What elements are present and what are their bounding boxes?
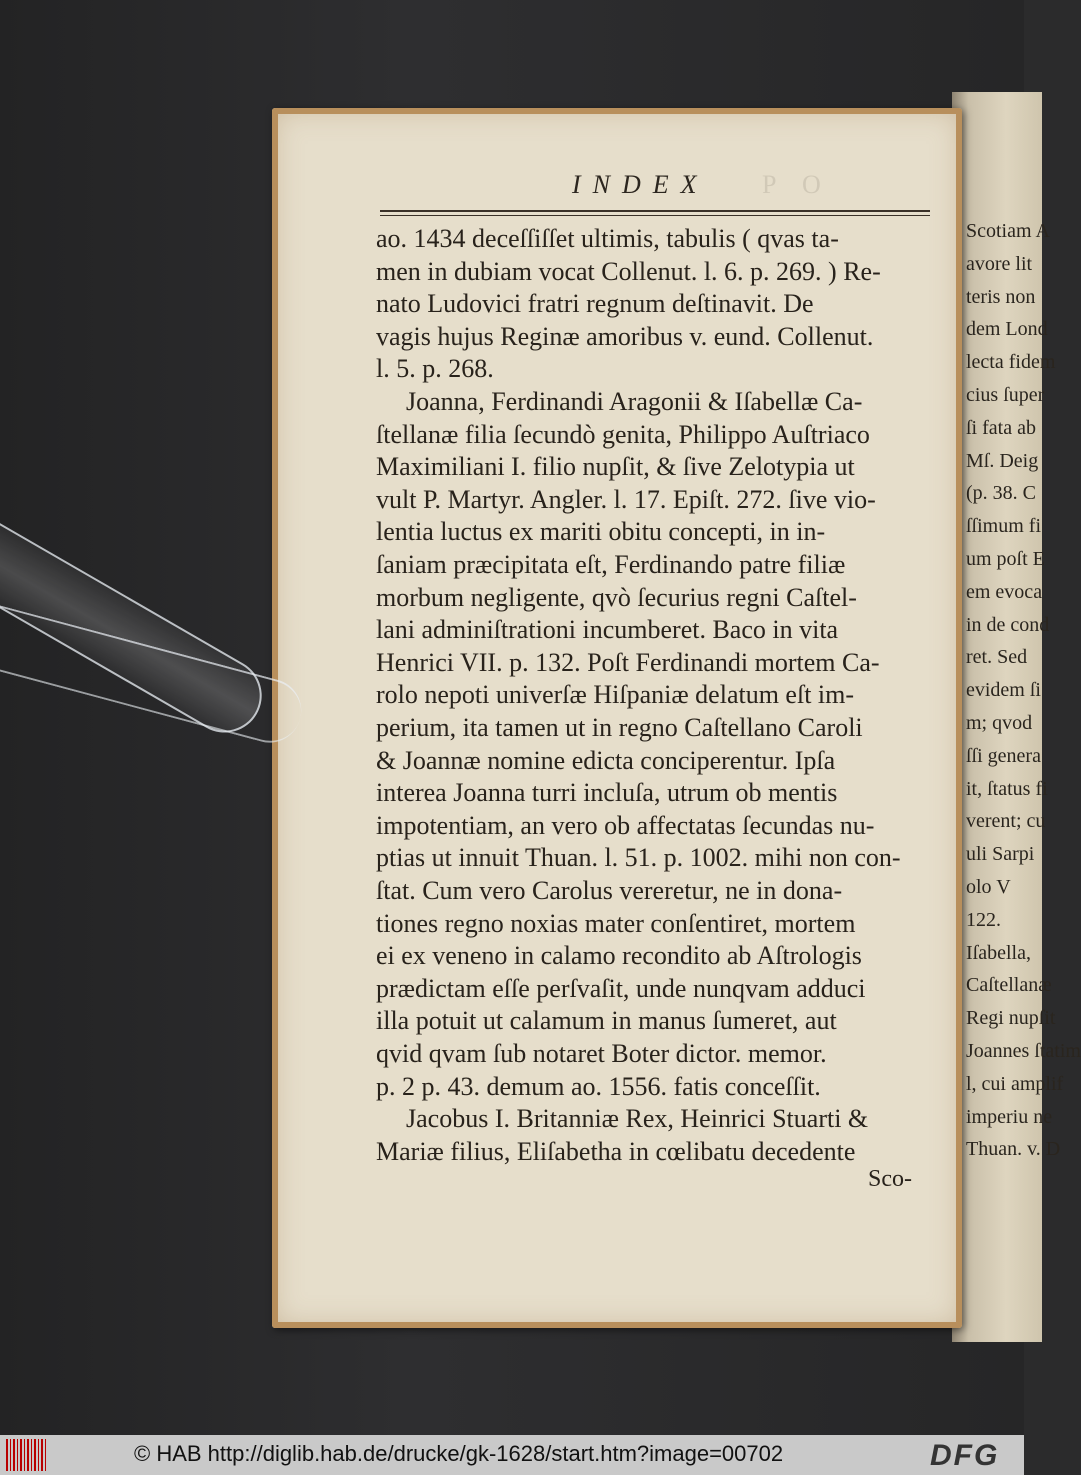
text-line: Mariæ filius, Eliſabetha in cœlibatu decedente bbox=[376, 1136, 856, 1166]
facing-page-fragment: em evoca bbox=[966, 580, 1043, 603]
facing-page-fragment: 122. bbox=[966, 908, 1001, 931]
facing-page-fragment: Caſtellanæ bbox=[966, 974, 1052, 997]
header-rule bbox=[380, 210, 930, 212]
facing-page-fragment: ſſimum fi bbox=[966, 515, 1041, 538]
text-line: ptias ut innuit Thuan. l. 51. p. 1002. mihi non con- bbox=[376, 843, 901, 873]
facing-page-fragment: evidem ſi bbox=[966, 679, 1041, 702]
text-line: Joanna, Ferdinandi Aragonii & Iſabellæ Ca- bbox=[406, 387, 863, 416]
text-line: rolo nepoti univerſæ Hiſpaniæ delatum eſt im- bbox=[376, 680, 855, 710]
text-line: tiones regno noxias mater conſentiret, mortem bbox=[376, 908, 856, 938]
text-line: p. 2 p. 43. demum ao. 1556. fatis conceſſit. bbox=[376, 1071, 821, 1101]
dfg-logo: DFG bbox=[930, 1439, 1000, 1472]
facing-page-fragment: Scotiam A bbox=[966, 220, 1050, 242]
text-line: ſaniam præcipitata eſt, Ferdinando patre filiæ bbox=[376, 550, 846, 579]
facing-page-fragment: Joannes ſtatim bbox=[966, 1040, 1081, 1062]
text-line: impotentiam, an vero ob affectatas ſecundas nu- bbox=[376, 810, 875, 840]
text-line: vult P. Martyr. Angler. l. 17. Epiſt. 272. ſive vio- bbox=[376, 484, 876, 514]
facing-page-fragment: lecta fidem bbox=[966, 351, 1056, 374]
text-line: interea Joanna turri incluſa, utrum ob mentis bbox=[376, 778, 838, 808]
text-line: lentia luctus ex mariti obitu concepti, in in- bbox=[376, 517, 826, 547]
text-line: nato Ludovici fratri regnum deſtinavit. De bbox=[376, 289, 814, 319]
facing-page-fragment: it, ſtatus fi bbox=[966, 777, 1048, 800]
text-line: ei ex veneno in calamo recondito ab Aſtrologis bbox=[376, 941, 862, 971]
text-line: Henrici VII. p. 132. Poſt Ferdinandi mortem Ca- bbox=[376, 647, 880, 677]
facing-page-fragment: dem Lond bbox=[966, 318, 1048, 341]
facing-page-fragment: imperiu ne bbox=[966, 1105, 1053, 1128]
facing-page-fragment: olo V bbox=[966, 876, 1011, 898]
text-line: lani adminiſtrationi incumberet. Baco in vita bbox=[376, 615, 839, 645]
text-line: ſtellanæ filia ſecundò genita, Philippo Auſtriaco bbox=[376, 419, 870, 449]
book-page bbox=[272, 108, 962, 1328]
text-line: vagis hujus Reginæ amoribus v. eund. Collenut. bbox=[376, 321, 874, 351]
text-line: illa potuit ut calamum in manus ſumeret, aut bbox=[376, 1006, 837, 1036]
barcode-icon bbox=[6, 1439, 46, 1471]
facing-page-fragment: teris non bbox=[966, 285, 1036, 308]
facing-page-fragment: ret. Sed bbox=[966, 646, 1028, 669]
source-credit-link[interactable]: © HAB http://diglib.hab.de/drucke/gk-1628/start.htm?image=00702 bbox=[134, 1441, 784, 1466]
facing-page-fragment: Mſ. Deig bbox=[966, 449, 1039, 472]
facing-page-fragment: l, cui amplif bbox=[966, 1072, 1064, 1095]
facing-page-fragment: verent; cu bbox=[966, 810, 1046, 833]
text-line: morbum negligente, qvò ſecurius regni Caſtel- bbox=[376, 582, 857, 612]
text-line: qvid qvam ſub notaret Boter dictor. memor. bbox=[376, 1039, 827, 1068]
catchword: Sco- bbox=[868, 1166, 912, 1192]
facing-page-fragment: Thuan. v. D bbox=[966, 1138, 1061, 1161]
running-head: INDEX bbox=[572, 170, 709, 199]
facing-page-fragment: uli Sarpi bbox=[966, 843, 1035, 866]
text-line: Maximiliani I. filio nupſit, & ſive Zelotypia ut bbox=[376, 452, 855, 482]
text-line: Jacobus I. Britanniæ Rex, Heinrici Stuarti & bbox=[406, 1104, 869, 1134]
facing-page bbox=[952, 92, 1081, 1342]
facing-page-fragment: m; qvod bbox=[966, 712, 1033, 734]
facing-page-fragment: avore lit bbox=[966, 252, 1033, 275]
footer-bar bbox=[0, 1435, 1024, 1475]
facing-page-fragment: ſſi genera bbox=[966, 744, 1041, 767]
text-line: & Joannæ nomine edicta conciperentur. Ipſa bbox=[376, 745, 836, 775]
text-line: ſtat. Cum vero Carolus vereretur, ne in dona- bbox=[376, 876, 843, 905]
facing-page-fragment: cius ſuper bbox=[966, 384, 1045, 406]
text-line: l. 5. p. 268. bbox=[376, 354, 494, 384]
facing-page-fragment: Regi nupſit bbox=[966, 1007, 1056, 1030]
text-line: men in dubiam vocat Collenut. l. 6. p. 269. ) Re- bbox=[376, 256, 881, 286]
facing-page-fragment: (p. 38. C bbox=[966, 482, 1036, 505]
facing-page-fragment: um poſt E bbox=[966, 548, 1045, 570]
facing-page-fragment: ſi fata ab bbox=[966, 416, 1036, 439]
ghost-head-bleedthrough: P O bbox=[762, 170, 831, 199]
facing-page-fragment: Iſabella, bbox=[966, 941, 1031, 964]
text-line: prædictam eſſe perſvaſit, unde nunqvam adduci bbox=[376, 973, 866, 1003]
facing-page-fragment: in de cond bbox=[966, 613, 1050, 636]
header-rule-thin bbox=[380, 215, 930, 216]
text-line: perium, ita tamen ut in regno Caſtellano Caroli bbox=[376, 713, 863, 742]
text-line: ao. 1434 deceſſiſſet ultimis, tabulis ( qvas ta- bbox=[376, 224, 839, 253]
